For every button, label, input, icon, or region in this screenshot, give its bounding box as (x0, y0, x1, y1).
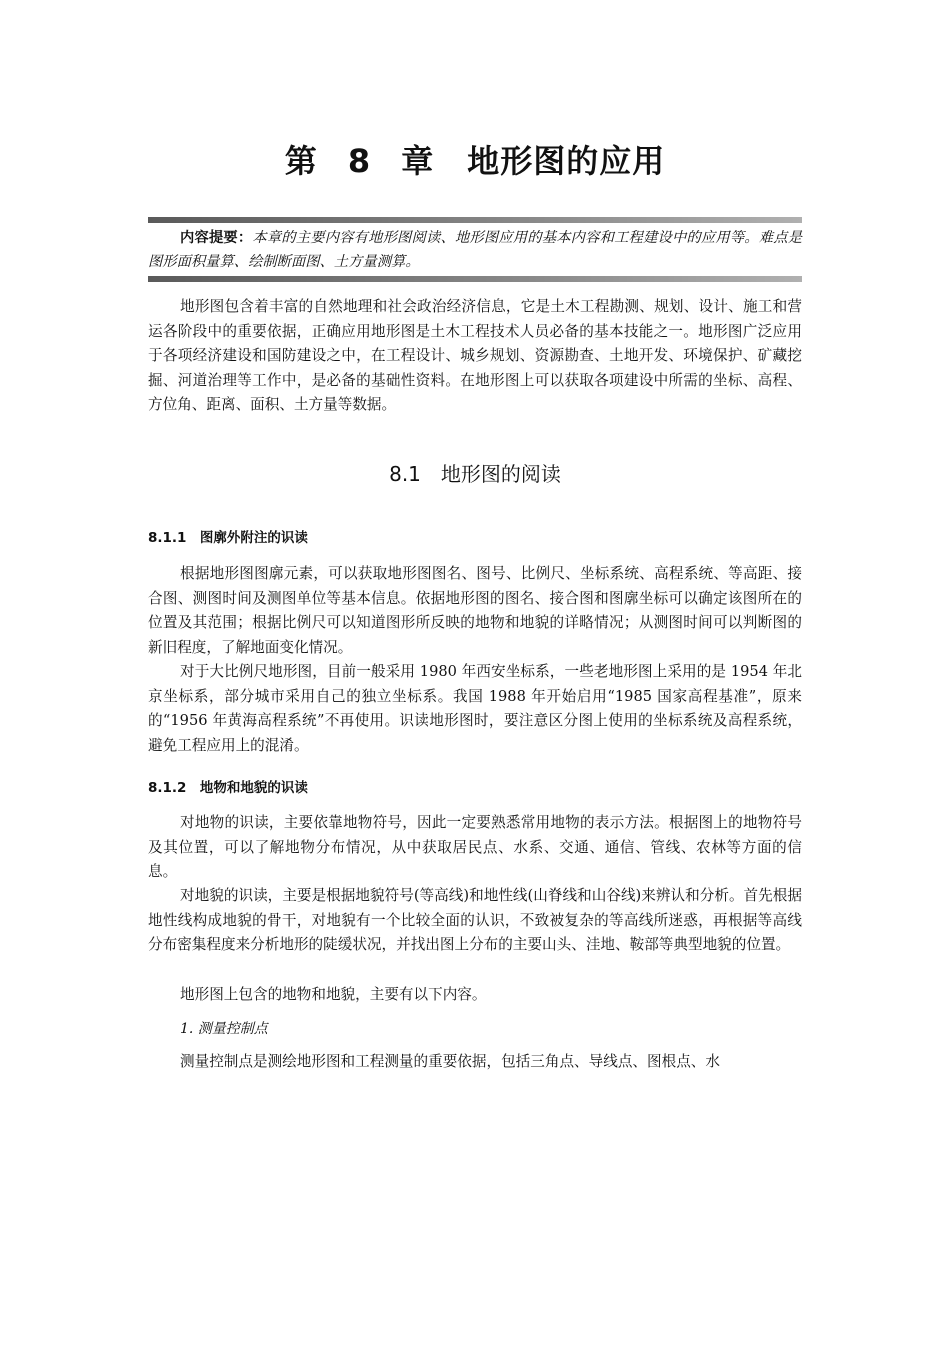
paragraph-8-1-2-a: 对地物的识读，主要依靠地物符号，因此一定要熟悉常用地物的表示方法。根据图上的地物符号及其位置，可以了解地物分布情况，从中获取居民点、水系、交通、通信、管线、农林等方面的信息。 (148, 814, 802, 881)
paragraph-8-1-1-b: 对于大比例尺地形图，目前一般采用 1980 年西安坐标系，一些老地形图上采用的是 1954 年北京坐标系，部分城市采用自己的独立坐标系。我国 1988 年开始启用“1985 国家高程基准”，原来的“1956 年黄海高程系统”不再使用。识读地形图时，要注意区分图上使用的坐标系统及高程系统，避免工程应用上的混淆。 (148, 663, 802, 754)
summary-label: 内容提要： (180, 230, 253, 246)
summary-bottom-rule (148, 276, 802, 282)
summary-text: 本章的主要内容有地形图阅读、地形图应用的基本内容和工程建设中的应用等。难点是图形面积量算、绘制断面图、土方量测算。 (148, 230, 803, 270)
content-summary (148, 226, 802, 274)
paragraph-8-1-2-b: 对地貌的识读，主要是根据地貌符号(等高线)和地性线(山脊线和山谷线)来辨认和分析。首先根据地性线构成地貌的骨干，对地貌有一个比较全面的认识，不致被复杂的等高线所迷惑，再根据等高线分布密集程度来分析地形的陡缓状况，并找出图上分布的主要山头、洼地、鞍部等典型地貌的位置。 (148, 887, 802, 954)
paragraph-8-1-1-a: 根据地形图图廓元素，可以获取地形图图名、图号、比例尺、坐标系统、高程系统、等高距、接合图、测图时间及测图单位等基本信息。依据地形图的图名、接合图和图廓坐标可以确定该图所在的位置及其范围；根据比例尺可以知道图形所反映的地物和地貌的详略情况；从测图时间可以判断图的新旧程度，了解地面变化情况。 (148, 565, 802, 656)
paragraph-8-1-2-c: 地形图上包含的地物和地貌，主要有以下内容。 (180, 986, 487, 1003)
section-title-8-1: 8.1 地形图的阅读 (389, 462, 561, 486)
subsection-title-8-1-1: 8.1.1 图廓外附注的识读 (148, 530, 308, 546)
subsection-title-8-1-2: 8.1.2 地物和地貌的识读 (148, 780, 308, 796)
paragraph-control-points: 测量控制点是测绘地形图和工程测量的重要依据，包括三角点、导线点、图根点、水 (180, 1053, 720, 1070)
chapter-title: 第 8 章 地形图的应用 (284, 142, 666, 180)
intro-paragraph: 地形图包含着丰富的自然地理和社会政治经济信息，它是土木工程勘测、规划、设计、施工和营运各阶段中的重要依据，正确应用地形图是土木工程技术人员必备的基本技能之一。地形图广泛应用于各项经济建设和国防建设之中，在工程设计、城乡规划、资源勘查、土地开发、环境保护、矿藏挖掘、河道治理等工作中，是必备的基础性资料。在地形图上可以获取各项建设中所需的坐标、高程、方位角、距离、面积、土方量等数据。 (148, 298, 802, 414)
item-title-control-points: 1. 测量控制点 (180, 1021, 268, 1037)
summary-top-rule (148, 217, 802, 223)
